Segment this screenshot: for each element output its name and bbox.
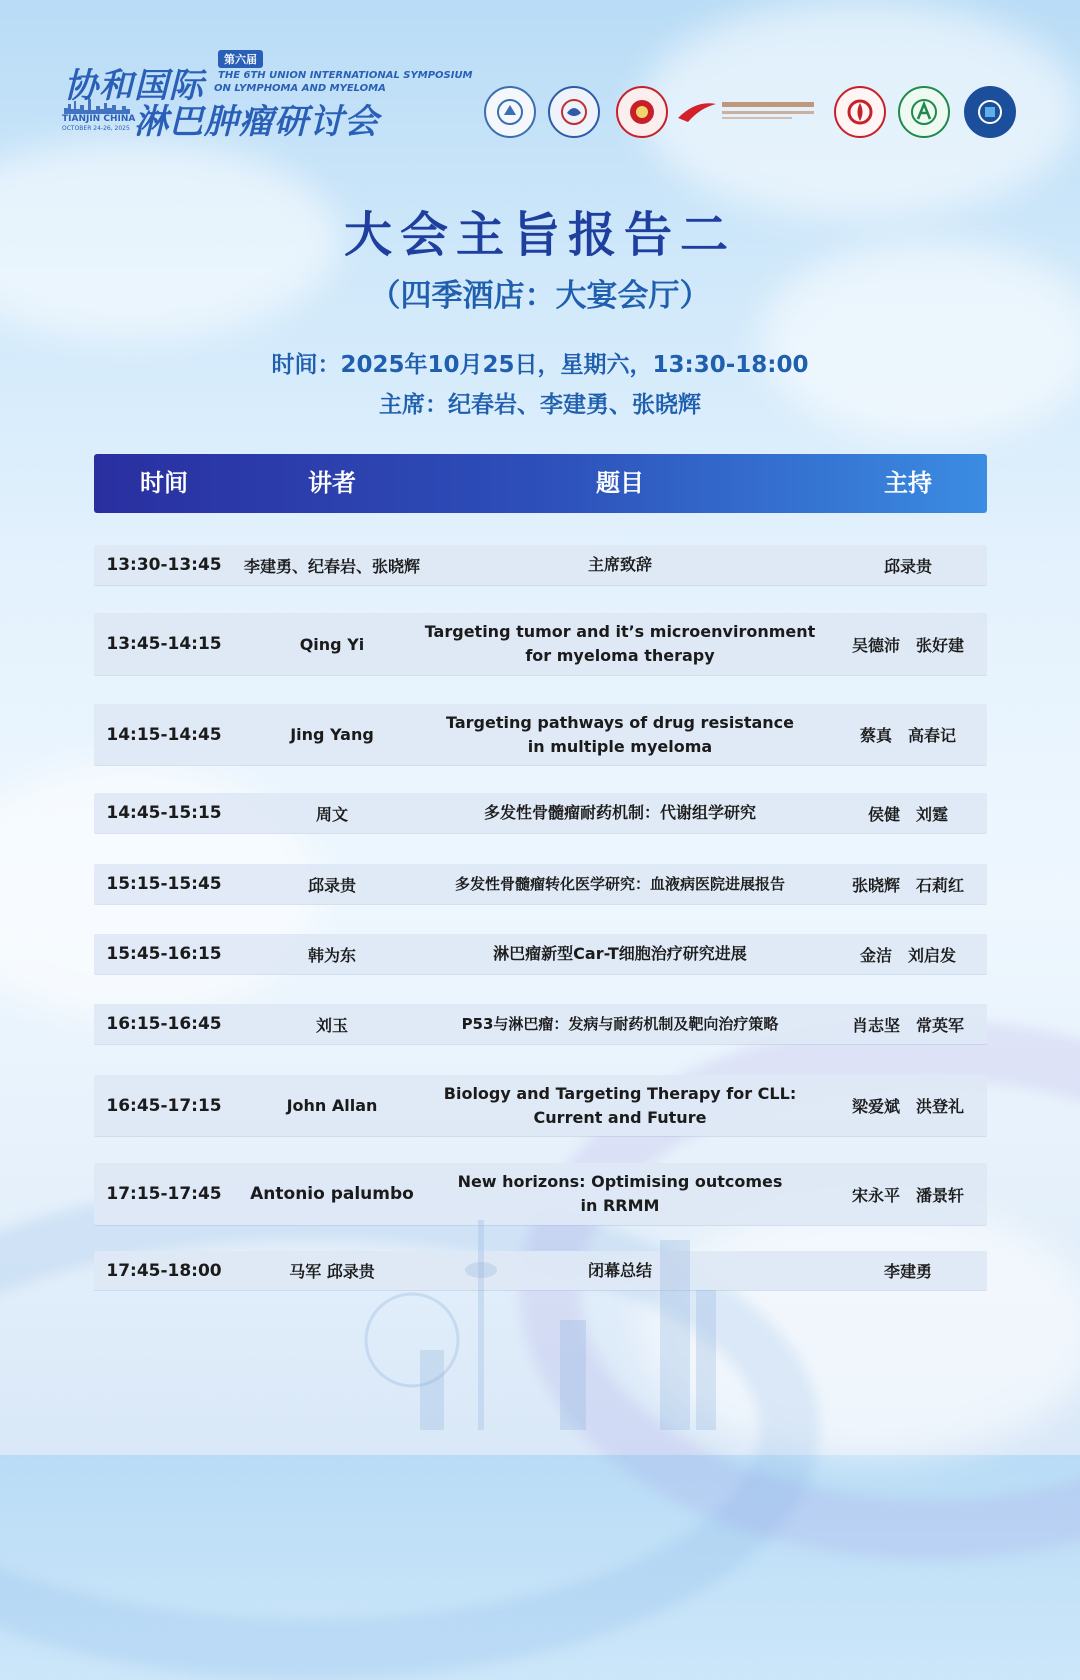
organizer-seal-icon [964, 86, 1016, 138]
table-row [94, 704, 987, 765]
row-speaker: Jing Yang [290, 725, 374, 744]
row-topic [424, 864, 816, 904]
row-topic [424, 1075, 816, 1136]
table-row [94, 1004, 987, 1044]
row-time: 13:30-13:45 [106, 555, 222, 575]
row-topic [424, 793, 816, 833]
row-time: 13:45-14:15 [106, 634, 222, 654]
table-row [94, 545, 987, 585]
row-speaker: Antonio palumbo [250, 1184, 414, 1204]
row-topic-line1: Targeting tumor and it’s microenvironment [424, 622, 816, 641]
row-speaker: 韩为东 [307, 945, 356, 965]
row-moderator: 宋永平 潘景轩 [851, 1185, 964, 1205]
row-topic-line2: in RRMM [580, 1196, 660, 1215]
row-moderator: 金洁 刘启发 [859, 945, 956, 965]
edition-badge: 第六届 [218, 50, 263, 68]
header-speaker: 讲者 [308, 469, 356, 497]
session-time: 时间：2025年10月25日，星期六，13:30-18:00 [271, 352, 809, 378]
organizer-seal-icon [834, 86, 886, 138]
row-topic-line1: New horizons: Optimising outcomes [457, 1172, 783, 1191]
header-moderator: 主持 [884, 469, 932, 497]
row-topic-line1: 淋巴瘤新型Car-T细胞治疗研究进展 [493, 944, 747, 963]
row-topic-line1: 多发性骨髓瘤耐药机制：代谢组学研究 [483, 803, 756, 822]
table-row [94, 613, 987, 675]
row-time: 17:15-17:45 [106, 1184, 222, 1204]
row-topic-line1: 闭幕总结 [587, 1260, 652, 1280]
logo-city: TIANJIN CHINA [62, 114, 136, 124]
row-time: 14:15-14:45 [106, 724, 222, 745]
row-speaker: 李建勇、纪春岩、张晓辉 [243, 556, 420, 576]
row-speaker: John Allan [286, 1096, 378, 1115]
row-moderator: 侯健 刘霆 [867, 804, 948, 824]
row-topic-line1: 多发性骨髓瘤转化医学研究：血液病医院进展报告 [454, 875, 785, 893]
row-topic-line1: P53与淋巴瘤：发病与耐药机制及靶向治疗策略 [461, 1015, 779, 1033]
row-time: 16:15-16:45 [106, 1014, 222, 1034]
row-topic [424, 613, 816, 675]
organizer-seal-icon [484, 86, 536, 138]
row-speaker: 刘玉 [315, 1015, 348, 1035]
row-time: 14:45-15:15 [106, 803, 222, 823]
table-row [94, 793, 987, 833]
organizer-logos [484, 84, 1014, 136]
venue-subtitle: （四季酒店：大宴会厅） [369, 278, 711, 314]
row-time: 15:15-15:45 [106, 874, 222, 894]
row-topic-line1: Targeting pathways of drug resistance [445, 712, 794, 732]
row-topic-line2: for myeloma therapy [525, 646, 715, 665]
row-topic-line1: Biology and Targeting Therapy for CLL: [443, 1083, 797, 1103]
header-time: 时间 [140, 469, 188, 497]
table-row [94, 864, 987, 904]
logo-title-line2: 淋巴肿瘤研讨会 [134, 102, 379, 142]
row-speaker: 周文 [315, 804, 348, 824]
schedule-table-header [94, 454, 987, 513]
page-title: 大会主旨报告二 [343, 207, 736, 263]
session-chairs: 主席：纪春岩、李建勇、张晓辉 [379, 392, 701, 418]
row-moderator: 邱录贵 [883, 556, 932, 576]
organizer-seal-icon [898, 86, 950, 138]
row-time: 16:45-17:15 [106, 1095, 222, 1116]
row-moderator: 蔡真 高春记 [859, 726, 956, 745]
row-topic [424, 1004, 816, 1044]
logo-english-line2: ON LYMPHOMA AND MYELOMA [214, 83, 386, 94]
row-moderator: 李建勇 [883, 1262, 932, 1281]
city-skyline-icon [360, 1200, 780, 1430]
row-moderator: 张晓辉 石莉红 [851, 875, 964, 895]
logo-date: OCTOBER 24-26, 2025 [62, 125, 130, 132]
logo-english-line1: THE 6TH UNION INTERNATIONAL SYMPOSIUM [218, 70, 473, 81]
row-moderator: 肖志坚 常英军 [851, 1015, 964, 1035]
header-topic: 题目 [596, 469, 644, 497]
row-topic-line2: Current and Future [533, 1107, 707, 1127]
row-topic [424, 545, 816, 585]
row-topic [424, 704, 816, 765]
organizer-wordmark-logo [678, 96, 818, 124]
logo-title-line1: 协和国际 [64, 66, 204, 106]
table-row [94, 1075, 987, 1136]
row-speaker: Qing Yi [299, 634, 365, 654]
row-topic-line2: in multiple myeloma [527, 736, 713, 756]
organizer-seal-icon [548, 86, 600, 138]
row-speaker: 马军 邱录贵 [289, 1262, 375, 1281]
table-row [94, 934, 987, 974]
row-time: 15:45-16:15 [106, 944, 222, 964]
row-moderator: 梁爱斌 洪登礼 [851, 1097, 964, 1116]
row-topic [424, 934, 816, 974]
row-speaker: 邱录贵 [307, 875, 356, 895]
row-topic-line1: 主席致辞 [587, 555, 652, 574]
row-time: 17:45-18:00 [106, 1260, 222, 1281]
organizer-seal-icon [616, 86, 668, 138]
row-moderator: 吴德沛 张好建 [851, 635, 964, 655]
